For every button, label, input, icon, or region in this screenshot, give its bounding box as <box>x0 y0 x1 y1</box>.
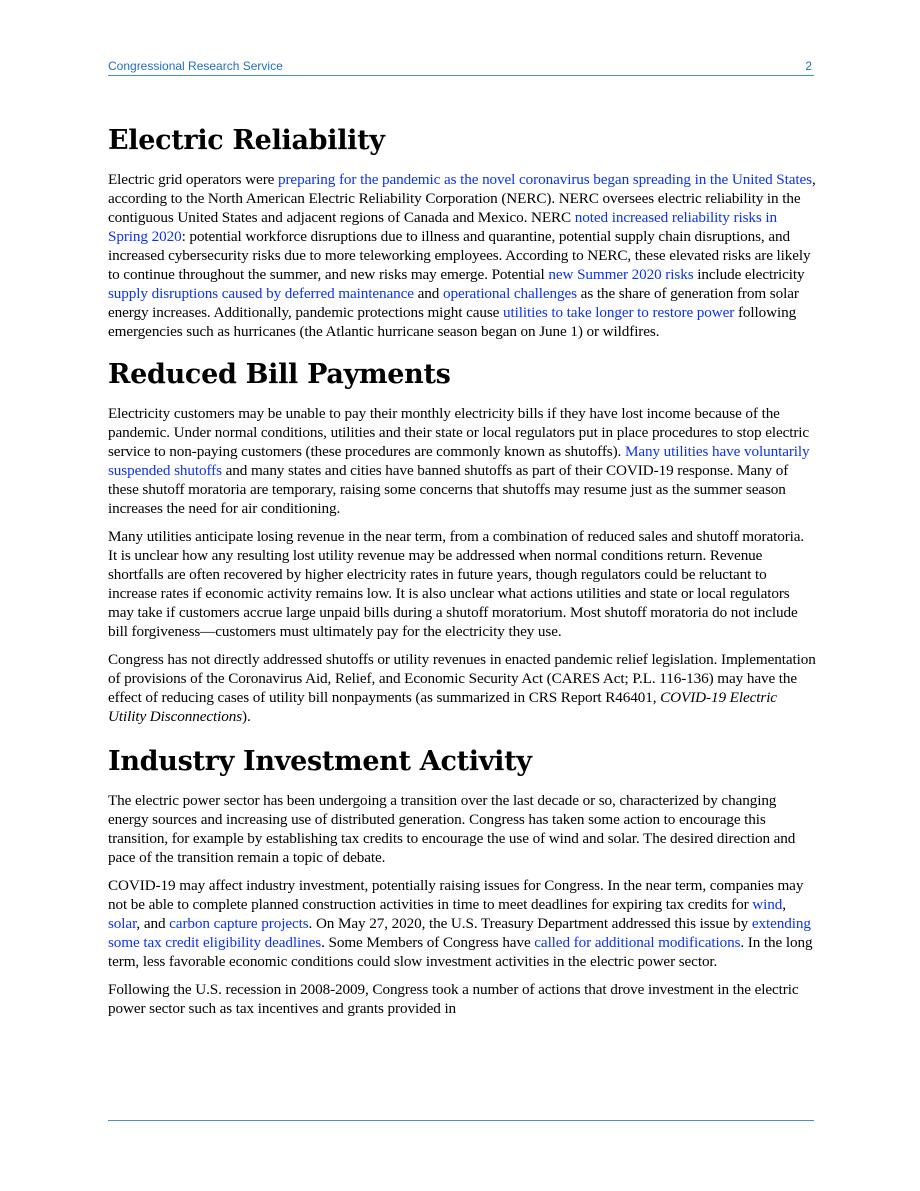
paragraph <box>108 404 816 518</box>
text-run: Congress has not directly addressed shutoffs or utility revenues in enacted pandemic relief legislation. Implementation of provisions of the Coronavirus Aid, Relief, and Economic Security Act (CARES Act; P.L. 116-136) may have the effect of reducing cases of utility bill nonpayments (as summarized in CRS Report R46401, <box>108 651 816 706</box>
hyperlink[interactable]: preparing for the pandemic as the novel coronavirus began spreading in the United States <box>277 171 812 188</box>
hyperlink[interactable]: utilities to take longer to restore power <box>503 304 735 321</box>
footer-rule <box>108 1120 814 1121</box>
paragraph <box>108 527 816 641</box>
hyperlink[interactable]: called for additional modifications <box>534 934 741 951</box>
text-run: following emergencies such as hurricanes (the Atlantic hurricane season began on June 1) or wildfires. <box>108 304 797 340</box>
text-run: Many utilities anticipate losing revenue in the near term, from a combination of reduced sales and shutoff moratoria. It is unclear how any resulting lost utility revenue may be addressed when normal conditions return. Revenue shortfalls are often recovered by higher electricity rates in future years, though regulators could be reluctant to increase rates if economic activity remains low. It is also unclear what actions utilities and state or local regulators may take if customers accrue large unpaid bills during a shutoff moratorium. Most shutoff moratoria do not include bill forgiveness—customers must ultimately pay for the electricity they use. <box>108 528 805 640</box>
text-run: Electricity customers may be unable to pay their monthly electricity bills if they have lost income because of the pandemic. Under normal conditions, utilities and their state or local regulators put in place procedures to stop electric service to non-paying customers (these procedures are commonly known as shutoffs). <box>108 405 810 460</box>
text-run: . In the long term, less favorable economic conditions could slow investment activities in the electric power sector. <box>108 934 813 970</box>
text-run: include electricity <box>693 266 805 283</box>
text-run: Electric grid operators were <box>108 171 278 188</box>
page-number: 2 <box>805 59 812 73</box>
hyperlink[interactable]: extending some tax credit eligibility deadlines <box>108 915 811 951</box>
text-run: . On May 27, 2020, the U.S. Treasury Department addressed this issue by <box>308 915 752 932</box>
hyperlink[interactable]: solar <box>108 915 137 932</box>
text-run: The electric power sector has been undergoing a transition over the last decade or so, characterized by changing energy sources and increasing use of distributed generation. Congress has taken some action to encourage this transition, for example by establishing tax credits to encourage the use of wind and solar. The desired direction and pace of the transition remain a topic of debate. <box>108 792 796 866</box>
hyperlink[interactable]: carbon capture projects <box>169 915 309 932</box>
paragraph <box>108 650 816 726</box>
paragraph <box>108 876 816 971</box>
section-electric-reliability <box>108 122 816 341</box>
section-reduced-bill-payments <box>108 356 816 726</box>
section-heading: Industry Investment Activity <box>108 746 532 777</box>
text-run: ). <box>242 708 251 725</box>
section-industry-investment-activity <box>108 743 816 1018</box>
text-run: COVID-19 may affect industry investment, potentially raising issues for Congress. In the near term, companies may not be able to complete planned construction activities in time to meet deadlines for expiring tax credits for <box>108 877 804 913</box>
section-heading: Reduced Bill Payments <box>108 359 451 390</box>
paragraph <box>108 791 816 867</box>
text-run: and <box>413 285 443 302</box>
page-header <box>108 58 814 76</box>
section-heading: Electric Reliability <box>108 125 385 156</box>
text-run: . Some Members of Congress have <box>321 934 535 951</box>
italic-title: COVID-19 Electric Utility Disconnections <box>108 689 777 725</box>
hyperlink[interactable]: new Summer 2020 risks <box>548 266 694 283</box>
document-body <box>108 122 816 1027</box>
text-run: , and <box>136 915 170 932</box>
hyperlink[interactable]: Many utilities have voluntarily suspended shutoffs <box>108 443 810 479</box>
text-run: and many states and cities have banned shutoffs as part of their COVID-19 response. Many of these shutoff moratoria are temporary, raising some concerns that shutoffs may resume just as the summer season increases the need for air conditioning. <box>108 462 789 517</box>
hyperlink[interactable]: supply disruptions caused by deferred maintenance <box>108 285 414 302</box>
text-run: as the share of generation from solar energy increases. Additionally, pandemic protections might cause <box>108 285 799 321</box>
hyperlink[interactable]: operational challenges <box>442 285 577 302</box>
paragraph <box>108 170 816 341</box>
text-run: Following the U.S. recession in 2008-2009, Congress took a number of actions that drove investment in the electric power sector such as tax incentives and grants provided in <box>108 981 799 1017</box>
header-source: Congressional Research Service <box>108 59 283 73</box>
text-run: , <box>782 896 786 913</box>
hyperlink[interactable]: noted increased reliability risks in Spring 2020 <box>108 209 777 245</box>
hyperlink[interactable]: wind <box>752 896 783 913</box>
text-run: : potential workforce disruptions due to illness and quarantine, potential supply chain disruptions, and increased cybersecurity risks due to more teleworking employees. According to NERC, these elevated risks are likely to continue throughout the summer, and new risks may emerge. Potential <box>108 228 811 283</box>
paragraph <box>108 980 816 1018</box>
text-run: , according to the North American Electric Reliability Corporation (NERC). NERC oversees electric reliability in the contiguous United States and adjacent regions of Canada and Mexico. NERC <box>108 171 816 226</box>
